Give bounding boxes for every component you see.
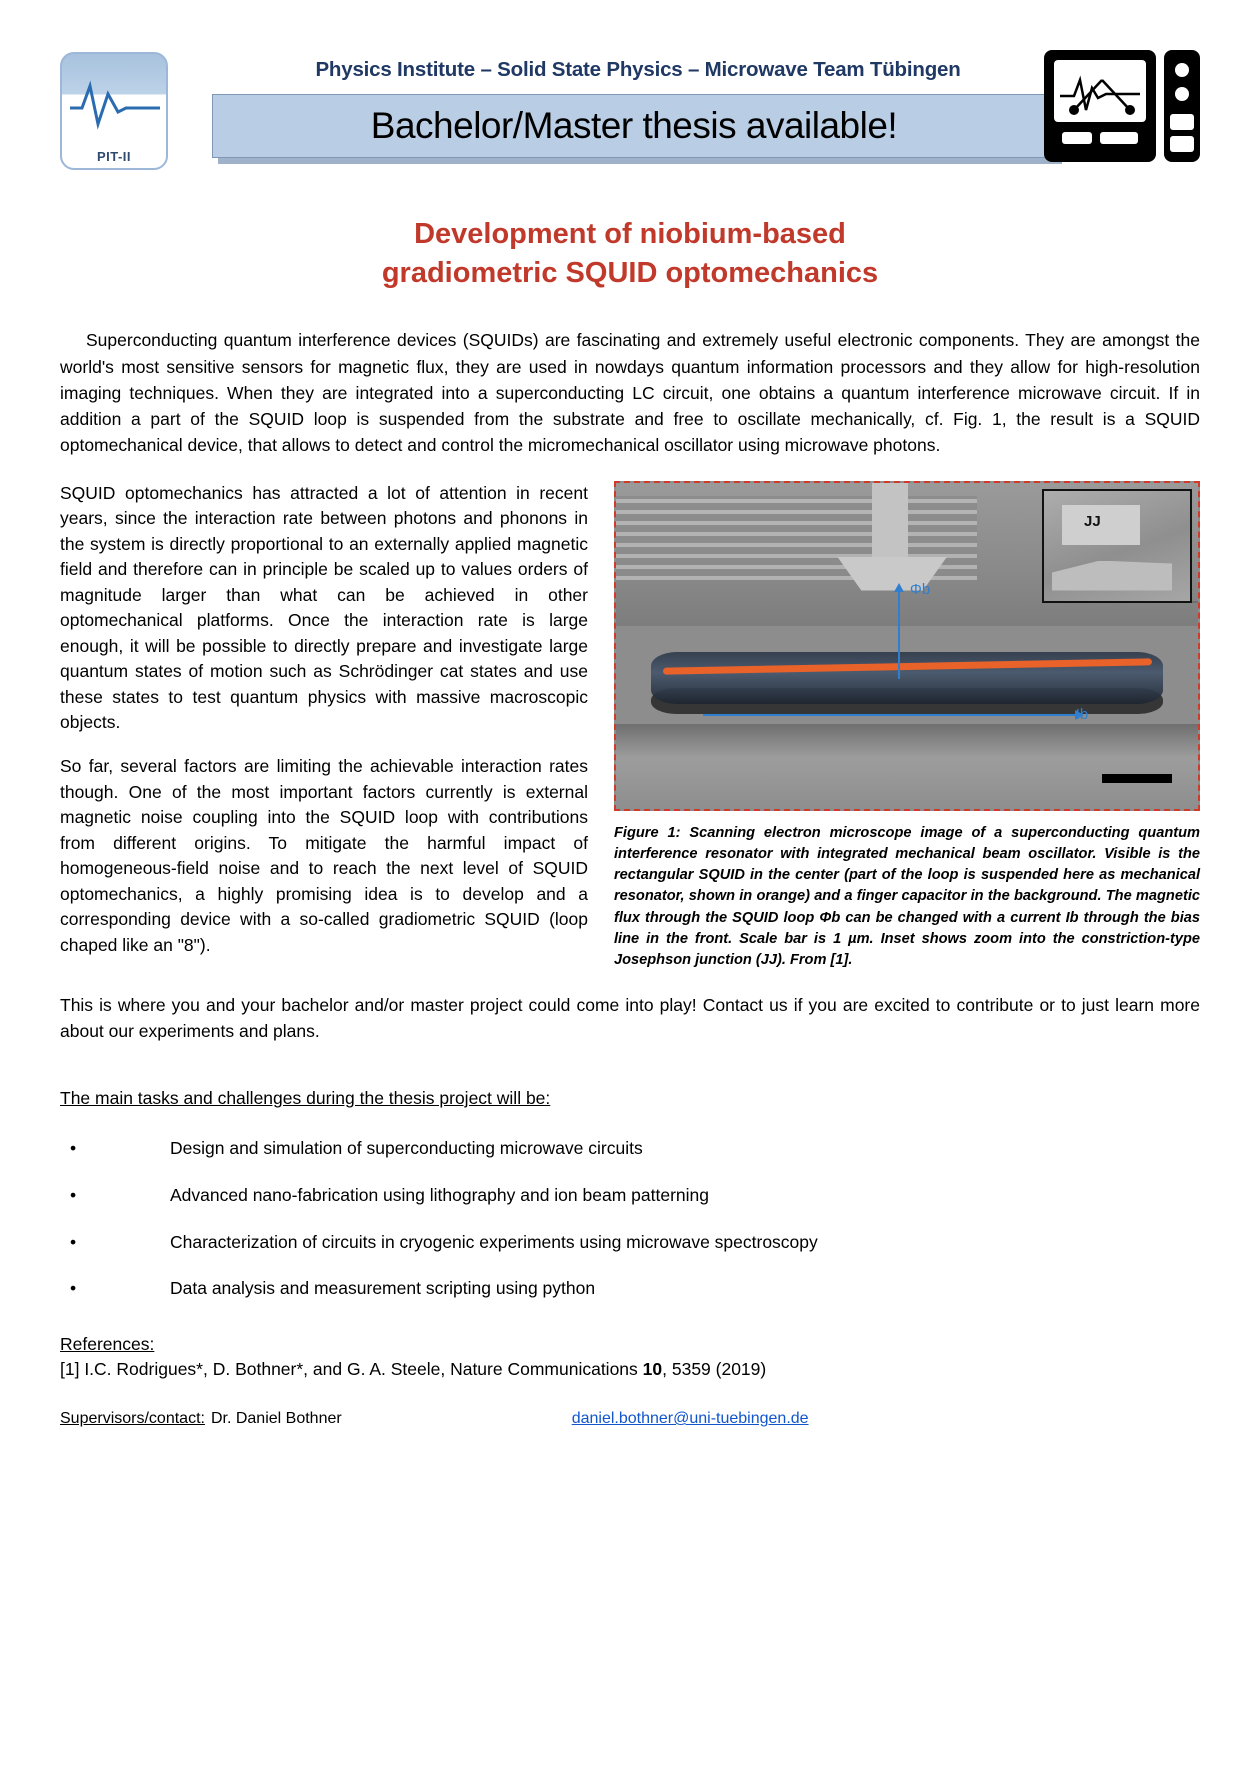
current-arrow <box>703 714 1075 716</box>
institute-title: Physics Institute – Solid State Physics – Microwave Team Tübingen <box>315 58 961 81</box>
bullet-marker: • <box>70 1138 77 1159</box>
figure-1-image <box>614 481 1200 811</box>
list-item <box>60 1184 1200 1207</box>
junction-inset-label: JJ <box>1084 512 1101 530</box>
closing-paragraph: This is where you and your bachelor and/or master project could come into play! Contact us if you are excited to contribute or to just learn more about our experiments and plans. <box>60 994 1200 1041</box>
task-label: Advanced nano-fabrication using lithography and ion beam patterning <box>170 1184 709 1205</box>
flux-arrow-label: Φb <box>909 580 931 598</box>
bullet-marker: • <box>70 1278 77 1299</box>
tasks-list <box>60 1137 1200 1300</box>
content-columns <box>60 481 1200 972</box>
references-heading: References: <box>60 1334 155 1355</box>
reference-suffix: , 5359 (2019) <box>662 1359 767 1380</box>
pit-logo <box>60 52 168 170</box>
flux-arrow <box>898 591 900 679</box>
reference-volume: 10 <box>642 1359 663 1380</box>
thesis-banner-label: Bachelor/Master thesis available! <box>370 105 898 146</box>
contact-label: Supervisors/contact: <box>60 1410 205 1428</box>
task-label: Data analysis and measurement scripting using python <box>170 1278 596 1299</box>
title-line-1: Development of niobium-based <box>414 218 846 250</box>
left-paragraph-2: So far, several factors are limiting the achievable interaction rates though. One of the most important factors currently is external magnetic noise coupling into the SQUID loop with contributions from different origins. To mitigate the harmful impact of homogeneous-field noise and to reach the next level of SQUID optomechanics, a highly promising idea is to develop and a corresponding device with a so-called gradiometric SQUID (loop chaped like an "8"). <box>60 756 588 955</box>
bullet-marker: • <box>70 1231 77 1252</box>
current-arrow-label: Ib <box>1075 705 1089 723</box>
list-item <box>60 1231 1200 1254</box>
task-label: Design and simulation of superconducting microwave circuits <box>170 1138 643 1159</box>
contact-email-link[interactable]: daniel.bothner@uni-tuebingen.de <box>571 1410 809 1428</box>
contact-row <box>60 1410 1200 1428</box>
bullet-marker: • <box>70 1184 77 1205</box>
list-item <box>60 1277 1200 1300</box>
list-item <box>60 1137 1200 1160</box>
page-title <box>60 215 1200 293</box>
left-column <box>60 481 588 959</box>
contact-name: Dr. Daniel Bothner <box>210 1410 342 1428</box>
tasks-heading: The main tasks and challenges during the thesis project will be: <box>60 1088 551 1109</box>
title-line-2: gradiometric SQUID optomechanics <box>381 257 879 290</box>
reference-prefix: [1] I.C. Rodrigues*, D. Bothner*, and G. A. Steele, Nature Communications <box>60 1359 643 1380</box>
waveform-icon <box>68 72 162 134</box>
figure-1-caption: Figure 1: Scanning electron microscope image of a superconducting quantum interference resonator with integrated mechanical beam oscillator. Visible is the rectangular SQUID in the center (part of the loop is suspended here as mechanical resonator, shown in orange) and a finger capacitor in the background. The magnetic flux through the SQUID loop Φb can be changed with a current Ib through the bias line in the front. Scale bar is 1 µm. Inset shows zoom into the constriction-type Josephson junction (JJ). From [1]. <box>614 824 1200 969</box>
task-label: Characterization of circuits in cryogenic experiments using microwave spectroscopy <box>170 1231 818 1252</box>
reference-entry <box>60 1359 1200 1380</box>
junction-inset <box>1042 489 1192 603</box>
junction-block-lower <box>1052 561 1172 591</box>
scale-bar <box>1102 774 1172 783</box>
pit-logo-label: PIT-II <box>96 149 132 164</box>
intro-paragraph: Superconducting quantum interference devices (SQUIDs) are fascinating and extremely useful electronic components. They are amongst the world's most sensitive sensors for magnetic flux, they are used in nowdays quantum information processors and they allow for high-resolution imaging techniques. When they are integrated into a superconducting LC circuit, one obtains a quantum interference microwave circuit. If in addition a part of the SQUID loop is suspended from the substrate and free to oscillate mechanically, cf. Fig. 1, the result is a SQUID optomechanical device, that allows to detect and control the micromechanical oscillator using microwave photons. <box>60 330 1200 456</box>
right-column <box>614 481 1200 972</box>
left-paragraph-1: SQUID optomechanics has attracted a lot of attention in recent years, since the interaction rate between photons and phonons in the system is directly proportional to an externally applied magnetic field and therefore can in principle be scaled up to values orders of magnitude larger than what can be achieved in other optomechanical platforms. Once the interaction rate is large enough, it will be possible to directly prepare and investigate large quantum states of motion such as Schrödinger cat states and use these states to test quantum physics with massive macroscopic objects. <box>60 482 588 733</box>
page-header <box>60 40 1200 175</box>
measurement-instrument-icon <box>1044 50 1200 162</box>
junction-block-upper <box>1062 505 1140 545</box>
thesis-banner <box>212 94 1056 158</box>
figure-background-bottom <box>616 724 1198 809</box>
